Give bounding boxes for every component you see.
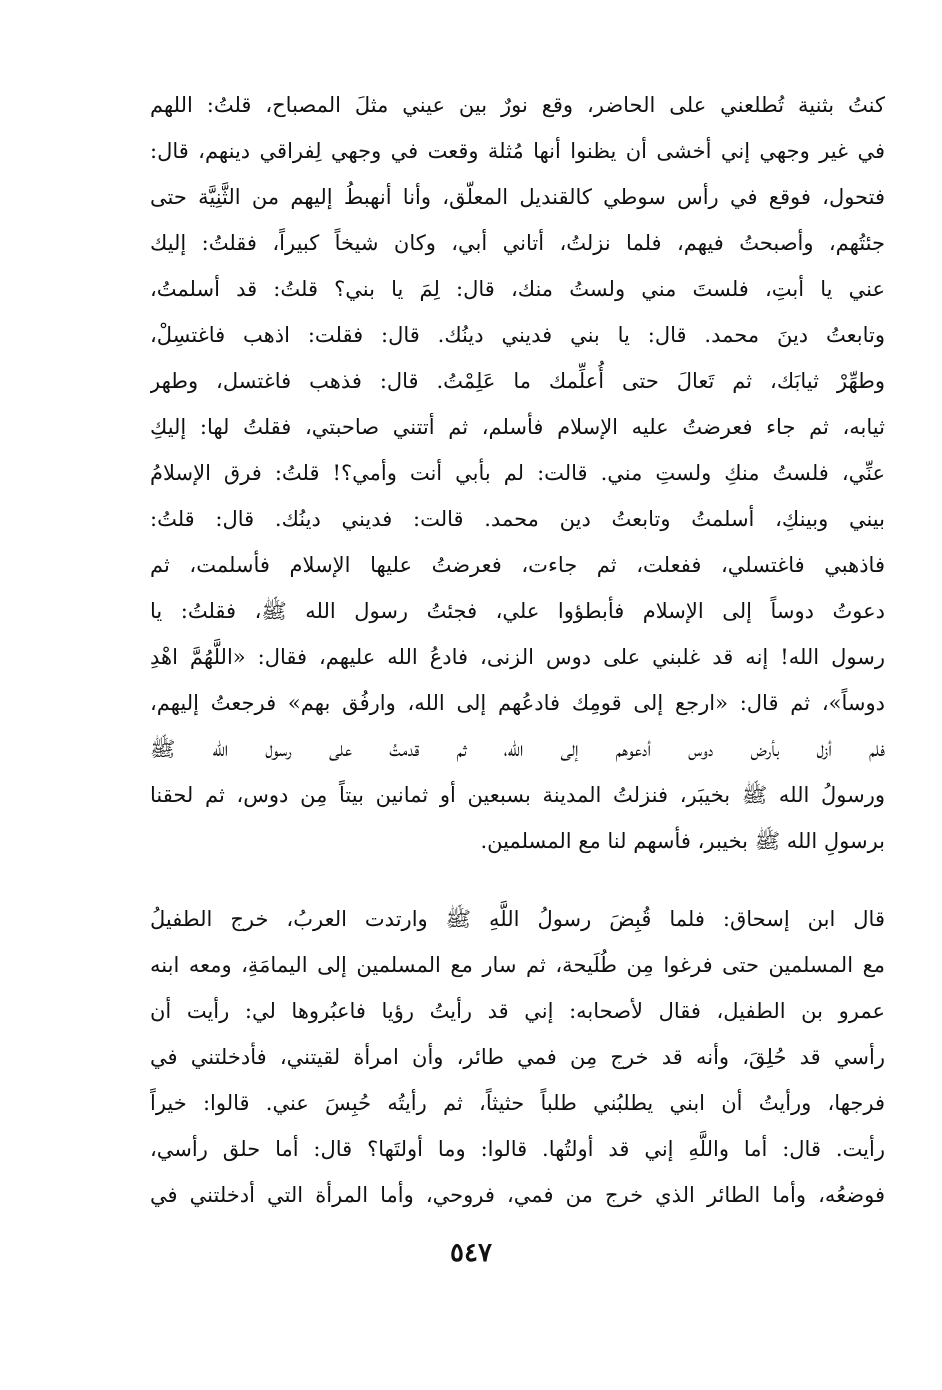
text-line: فوضعُه، وأما الطائر الذي خرج من فمي، فروحي، وأما المرأة التي أدخلتني في xyxy=(150,1183,885,1207)
text-line: فاذهبي فاغتسلي، ففعلت، ثم جاءت، فعرضتُ عليها الإسلام فأسلمت، ثم xyxy=(150,553,885,577)
text-line: وطهِّرْ ثيابَك، ثم تَعالَ حتى أُعلِّمك ما عَلِمْتُ. قال: فذهب فاغتسل، وطهر xyxy=(150,369,885,393)
text-line: دعوتُ دوساً إلى الإسلام فأبطؤوا علي، فجئتُ رسول الله ﷺ، فقلتُ: يا xyxy=(150,599,885,623)
paragraph-1 xyxy=(150,82,885,864)
text-line: ثيابه، ثم جاء فعرضتُ عليه الإسلام فأسلم، ثم أتتني صاحبتي، فقلتُ لها: إليكِ xyxy=(150,415,885,439)
page-number: ٥٤٧ xyxy=(450,1238,492,1268)
paragraph-2 xyxy=(150,896,885,1218)
text-line: رأيت. قال: أما واللَّهِ إني قد أولتُها. قالوا: وما أولتَها؟ قال: أما حلق رأسي، xyxy=(150,1137,885,1161)
text-line: في غير وجهي إني أخشى أن يظنوا أنها مُثلة وقعت في وجهي لِفراقي دينهم، قال: xyxy=(150,139,885,163)
text-line: رأسي قد حُلِقَ، وأنه قد خرج مِن فمي طائر، وأن امرأة لقيتني، فأدخلتني في xyxy=(150,1045,885,1069)
text-line: عمرو بن الطفيل، فقال لأصحابه: إني قد رأيتُ رؤيا فاعبُروها لي: رأيت أن xyxy=(150,999,885,1023)
text-line: جئتُهم، وأصبحتُ فيهم، فلما نزلتُ، أتاني أبي، وكان شيخاً كبيراً، فقلتُ: إليك xyxy=(150,231,885,255)
text-line: وتابعتُ دينَ محمد. قال: يا بني فديني دينُك. قال: فقلت: اذهب فاغتسِلْ، xyxy=(150,323,885,347)
text-line: فتحول، فوقع في رأس سوطي كالقنديل المعلّق، وأنا أنهبطُ إليهم من الثَّنِيَّة حتى xyxy=(150,185,885,209)
text-line: عني يا أبتِ، فلستَ مني ولستُ منك، قال: لِمَ يا بني؟ قلتُ: قد أسلمتُ، xyxy=(150,277,885,301)
text-line: فلم أزل بأرض دوس أدعوهم إلى الله، ثم قدمتُ على رسول الله ﷺ xyxy=(150,737,885,761)
text-line: رسول الله! إنه قد غلبني على دوس الزنى، فادعُ الله عليهم، فقال: «اللَّهُمَّ اهْدِ xyxy=(150,645,885,669)
text-line: دوساً»، ثم قال: «ارجع إلى قومِك فادعُهم إلى الله، وارفُق بهم» فرجعتُ إليهم، xyxy=(150,691,885,715)
text-line: برسولِ الله ﷺ بخيبر، فأسهم لنا مع المسلمين. xyxy=(480,829,885,853)
text-line: فرجها، ورأيتُ أن ابني يطلبُني طلباً حثيثاً، ثم رأيتُه حُبِسَ عني. قالوا: خيراً xyxy=(150,1091,885,1115)
text-line: قال ابن إسحاق: فلما قُبِضَ رسولُ اللَّهِ ﷺ وارتدت العربُ، خرج الطفيلُ xyxy=(150,907,885,931)
text-line: بيني وبينكِ، أسلمتُ وتابعتُ دين محمد. قالت: فديني دينُك. قال: قلتُ: xyxy=(150,507,885,531)
text-line: كنتُ بثنية تُطلعني على الحاضر، وقع نورٌ بين عيني مثلَ المصباح، قلتُ: اللهم xyxy=(150,93,885,117)
text-line: عنِّي، فلستُ منكِ ولستِ مني. قالت: لم بأبي أنت وأمي؟! قلتُ: فرق الإسلامُ xyxy=(150,461,885,485)
text-line: مع المسلمين حتى فرغوا مِن طُلَيحة، ثم سار مع المسلمين إلى اليمامَةِ، ومعه ابنه xyxy=(150,953,885,977)
text-line: ورسولُ الله ﷺ بخيبَر، فنزلتُ المدينة بسبعين أو ثمانين بيتاً مِن دوس، ثم لحقنا xyxy=(150,783,885,807)
